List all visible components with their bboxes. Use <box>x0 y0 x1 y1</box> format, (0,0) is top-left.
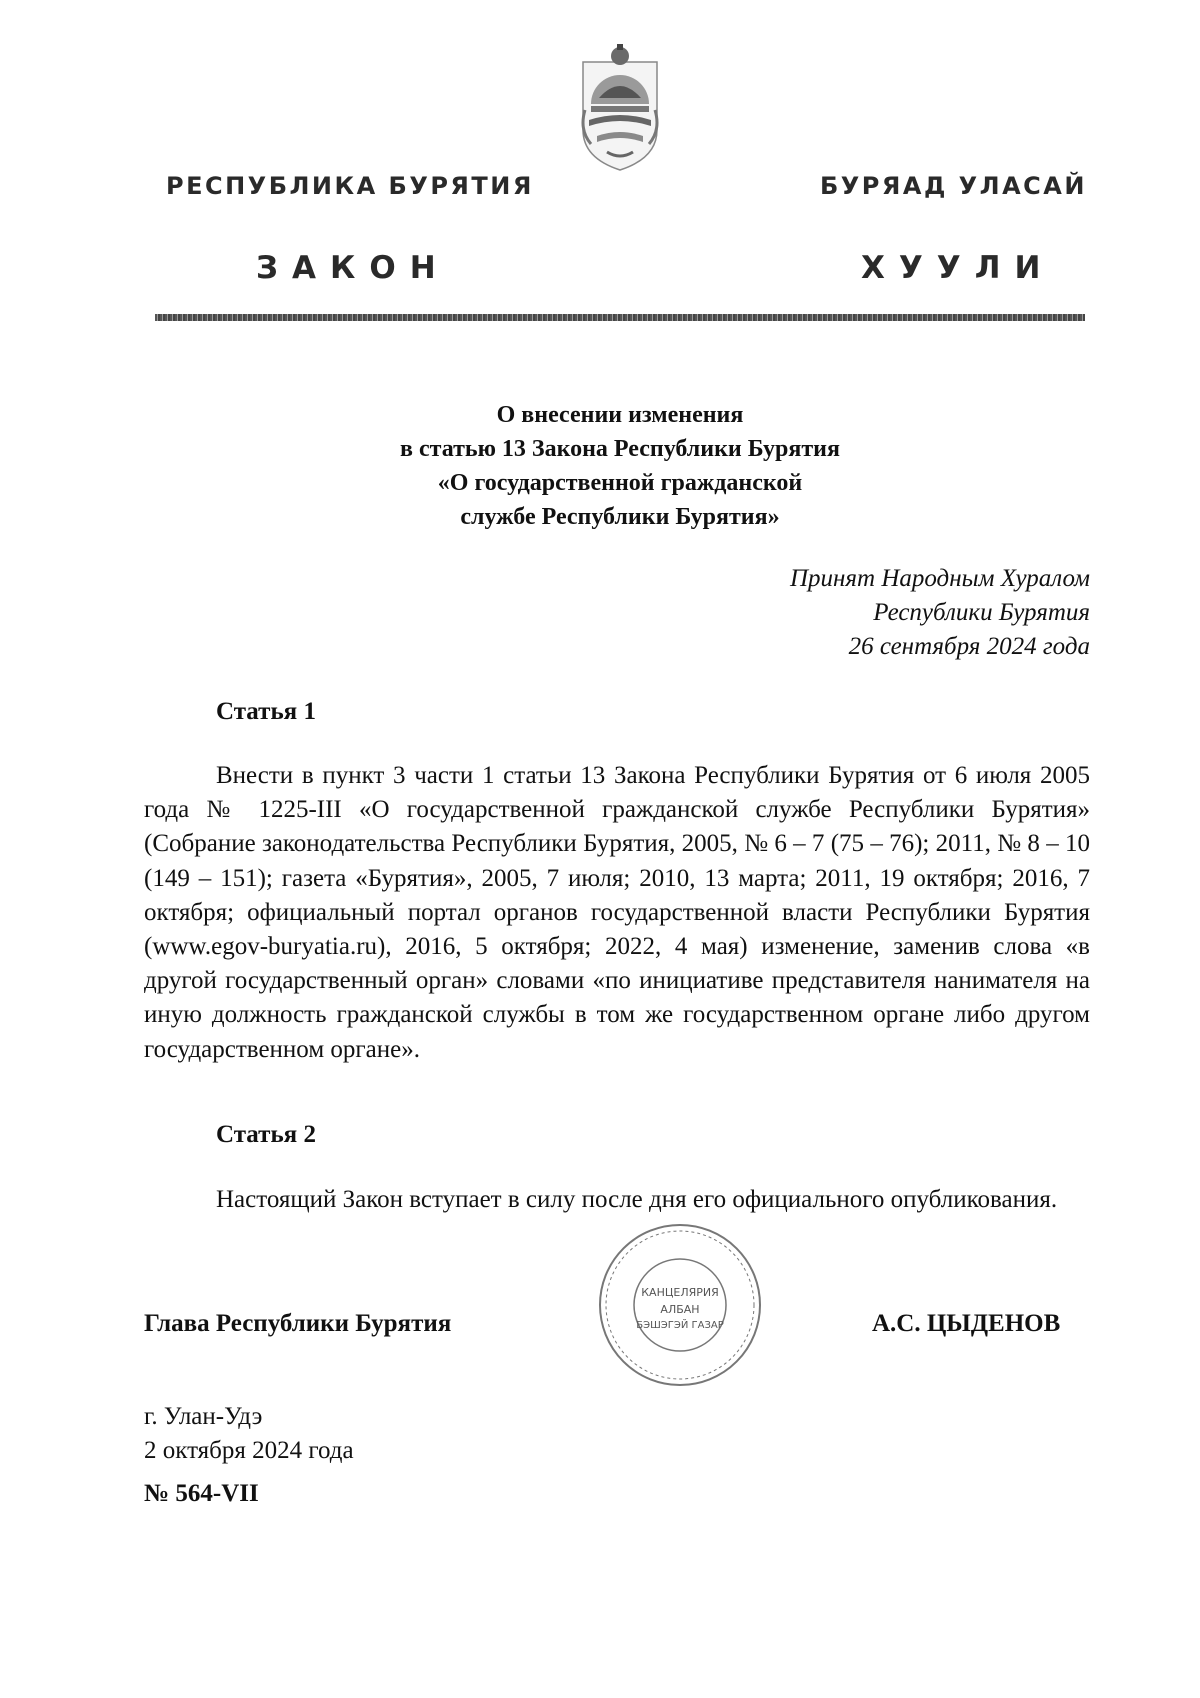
adoption-note <box>790 562 1090 664</box>
adoption-date: 26 сентября 2024 года <box>848 633 1090 660</box>
title-line: в статью 13 Закона Республики Бурятия <box>400 436 840 462</box>
coat-of-arms-emblem <box>577 40 663 172</box>
adoption-line: Принят Народным Хуралом <box>789 565 1090 592</box>
header-law-bur: ХУУЛИ <box>861 250 1055 286</box>
seal-text-line: КАНЦЕЛЯРИЯ <box>641 1286 719 1299</box>
document-title <box>200 398 1040 534</box>
signing-date: 2 октября 2024 года <box>144 1437 354 1464</box>
official-seal-stamp <box>595 1220 765 1390</box>
place-city: г. Улан-Удэ <box>144 1403 263 1430</box>
header-divider <box>155 314 1085 321</box>
adoption-line: Республики Бурятия <box>873 599 1090 626</box>
law-number: № 564-VII <box>144 1480 259 1507</box>
article-1-heading: Статья 1 <box>216 698 316 725</box>
place-and-date <box>144 1400 354 1468</box>
article-1-text: Внести в пункт 3 части 1 статьи 13 Закона Республики Бурятия от 6 июля 2005 года № 1225-III «О государственной гражданской службе Республики Бурятия» (Собрание законодательства Республики Бурятия, 2005, № 6 – 7 (75 – 76); 2011, № 8 – 10 (149 – 151); газета «Бурятия», 2005, 7 июля; 2010, 13 марта; 2011, 19 октября; 2016, 7 октября; официальный портал органов государственной власти Республики Бурятия (www.egov-buryatia.ru), 2016, 5 октября; 2022, 4 мая) изменение, заменив слова «в другой государственный орган» словами «по инициативе представителя нанимателя на иную должность гражданской службы в том же государственном органе либо другом государственном органе». <box>144 762 1090 1063</box>
title-line: «О государственной гражданской <box>437 470 803 496</box>
signatory-role: Глава Республики Бурятия <box>144 1310 452 1337</box>
title-line: О внесении изменения <box>496 402 744 428</box>
header-republic-bur: БУРЯАД УЛАСАЙ <box>820 172 1087 200</box>
title-line: службе Республики Бурятия» <box>460 504 780 530</box>
header-law-ru: ЗАКОН <box>256 250 450 286</box>
article-2-text: Настоящий Закон вступает в силу после дня его официального опубликования. <box>216 1186 1058 1213</box>
header-republic-ru: РЕСПУБЛИКА БУРЯТИЯ <box>166 172 534 200</box>
article-2-heading: Статья 2 <box>216 1121 316 1148</box>
seal-text-line: АЛБАН <box>660 1303 700 1316</box>
seal-text-line: БЭШЭГЭЙ ГАЗАР <box>636 1320 724 1331</box>
signatory-name: А.С. ЦЫДЕНОВ <box>872 1310 1061 1337</box>
